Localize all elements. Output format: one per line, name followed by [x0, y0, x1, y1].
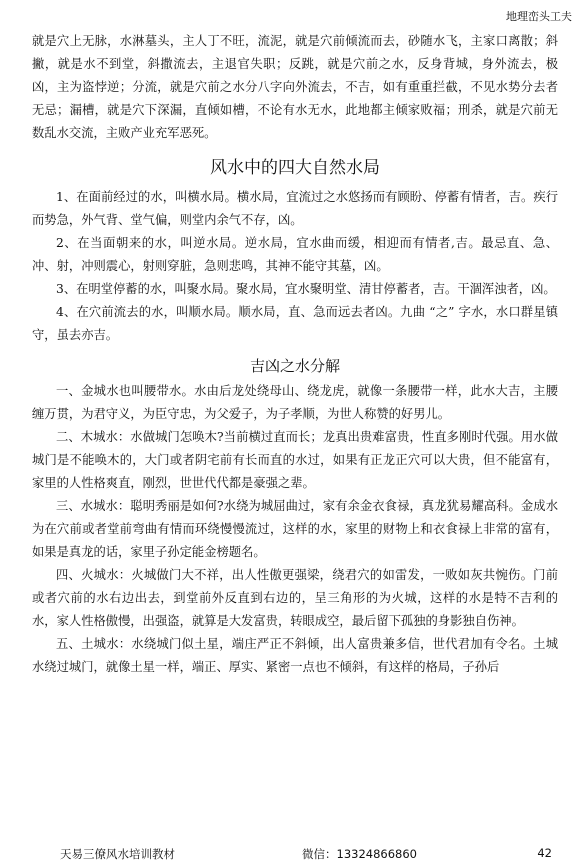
paragraph-horizontal-water: 1、在面前经过的水，叫横水局。横水局，宜流过之水悠扬而有顾盼、停蓄有情者，吉。疾行而势急，外气背、堂气偏，则堂内余气不存，凶。: [32, 190, 558, 227]
paragraph-metal-city-water: 一、金城水也叫腰带水。水由后龙处绕母山、绕龙虎，就像一条腰带一样，此水大吉，主腰缠万贯，为君守义，为臣守忠，为父爱子，为子孝顺，为世人称赞的好男儿。: [32, 384, 558, 421]
footer-wechat: 微信：13324866860: [302, 847, 417, 861]
paragraph-wood-city-water: 二、木城水：水做城门怎唤木?当前横过直而长；龙真出贵难富贵，性直多刚时代强。用水做城门是不能唤木的，大门或者阴宅前有长而直的水过，如果有正龙正穴可以大贵，但不能富有，家里的人性格爽直，刚烈，世世代代都是豪强之辈。: [32, 430, 558, 490]
section-title-auspicious-water: 吉凶之水分解: [249, 357, 340, 375]
intro-paragraph: 就是穴上无脉，水淋墓头，主人丁不旺，流泥，就是穴前倾流而去，砂随水飞，主家口离散；斜撇，就是水不到堂，斜撒流去，主退官失职；反跳，就是穴前之水，反身背城，身外流去，极凶，主为盗悖逆；分流，就是穴前之水分八字向外流去，不吉，如有重重拦截，不见水势分去者无忌；漏槽，就是穴下深漏，直倾如槽，不论有水无水，此地都主倾家败福；刑杀，就是穴前无数乱水交流，主败产业充军恶死。: [32, 34, 558, 140]
paragraph-departing-water: 4、在穴前流去的水，叫顺水局。顺水局，直、急而远去者凶。九曲 “之” 字水，水口群星镇守，虽去亦吉。: [32, 305, 558, 342]
paragraph-fire-city-water: 四、火城水：火城做门大不祥，出人性傲更强梁，绕君穴的如雷发，一败如灰共惋伤。门前或者穴前的水右边出去，到堂前外反直到右边的，呈三角形的为火城，这样的水是特不吉利的水，家人性格傲慢，出强盗，就算是大发富贵，转眼成空，最后留下孤独的身影独自伤神。: [32, 568, 558, 628]
paragraph-oncoming-water: 2、在当面朝来的水，叫逆水局。逆水局，宜水曲而缓，相迎而有情者,吉。最忌直、急、冲、射，冲则震心，射则穿脏，急则悲鸣，其神不能守其墓，凶。: [32, 236, 558, 273]
running-header: 地理峦头工夫: [506, 10, 572, 23]
paragraph-earth-city-water: 五、土城水：水绕城门似土星，端庄严正不斜倾，出人富贵兼多信，世代君加有令名。土城水绕过城门，就像土星一样，端正、厚实、紧密一点也不倾斜，有这样的格局，子孙后: [32, 637, 558, 674]
footer-textbook-name: 天易三僚风水培训教材: [60, 847, 175, 861]
paragraph-gathering-water: 3、在明堂停蓄的水，叫聚水局。聚水局，宜水聚明堂、清甘停蓄者，吉。干涸浑浊者，凶。: [56, 282, 556, 296]
page-number: 42: [537, 846, 552, 860]
main-content: [32, 30, 558, 679]
paragraph-water-city-water: 三、水城水：聪明秀丽是如何?水绕为城屈曲过，家有余金衣食禄，真龙犹易耀高科。金成水为在穴前或者堂前弯曲有情而环绕慢慢流过，这样的水，家里的财物上和衣食禄上非常的富有，如果是真龙的话，家里子孙定能金榜题名。: [32, 499, 558, 559]
section-title-four-water-patterns: 风水中的四大自然水局: [210, 158, 380, 178]
